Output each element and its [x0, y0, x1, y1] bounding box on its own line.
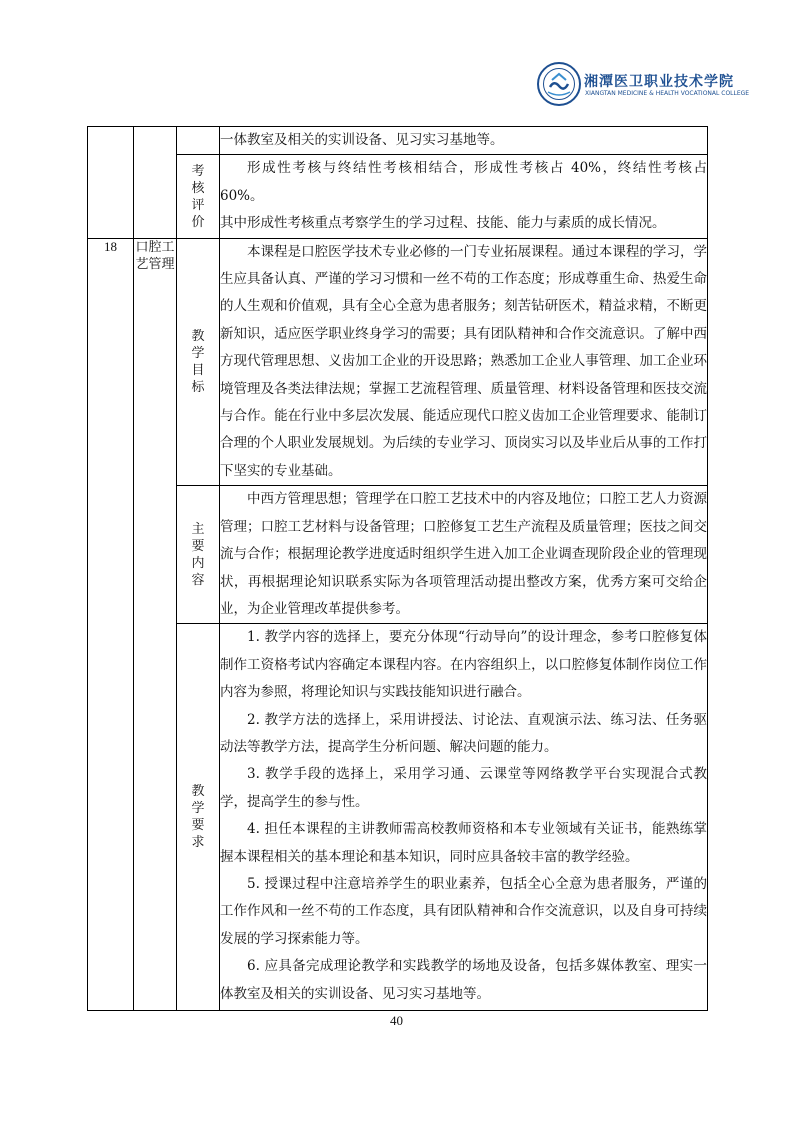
name-cell-prev — [134, 127, 177, 239]
content-cell — [220, 127, 708, 155]
college-emblem-icon — [537, 62, 581, 106]
course-name: 口腔工艺管理 — [134, 238, 177, 1011]
section-label-goals: 教 学 目 标 — [177, 238, 220, 486]
assessment-text-cell — [220, 155, 708, 238]
assessment-p2: 其中形成性考核重点考察学生的学习过程、技能、能力与素质的成长情况。 — [220, 215, 666, 232]
assessment-p1: 形成性考核与终结性考核相结合，形成性考核占 40%，终结性考核占 60%。 — [220, 160, 707, 204]
content-text-cell — [220, 486, 708, 624]
table-row — [88, 155, 708, 238]
requirement-item: 5. 授课过程中注意培养学生的职业素养，包括全心全意为患者服务，严谨的工作作风和一丝不苟的工作态度，具有团队精神和合作交流意识，以及自身可持续发展的学习探索能力等。 — [220, 875, 707, 947]
requirement-item: 4. 担任本课程的主讲教师需高校教师资格和本专业领域有关证书，能熟练掌握本课程相关的基本理论和基本知识，同时应具备较丰富的教学经验。 — [220, 821, 707, 865]
table-row — [88, 238, 708, 486]
requirement-item: 2. 教学方法的选择上，采用讲授法、讨论法、直观演示法、练习法、任务驱动法等教学方法，提高学生分析问题、解决问题的能力。 — [220, 711, 707, 755]
cont-text: 一体教室及相关的实训设备、见习实习基地等。 — [220, 132, 504, 148]
logo-chinese-name: 湘潭医卫职业技术学院 — [584, 74, 734, 90]
section-label-assessment: 考 核 评 价 — [177, 155, 220, 238]
logo-english-name: XIANGTAN MEDICINE & HEALTH VOCATIONAL COLLEGE — [585, 90, 750, 97]
requirement-item: 1. 教学内容的选择上，要充分体现“行动导向”的设计理念，参考口腔修复体制作工资格考试内容确定本课程内容。在内容组织上，以口腔修复体制作岗位工作内容为参照，将理论知识与实践技能知识进行融合。 — [220, 629, 707, 701]
table-row — [88, 486, 708, 624]
section-cell-prev — [177, 127, 220, 155]
page-number: 40 — [390, 1013, 403, 1028]
content-text: 中西方管理思想；管理学在口腔工艺技术中的内容及地位；口腔工艺人力资源管理；口腔工艺材料与设备管理；口腔修复工艺生产流程及质量管理；医技之间交流与合作；根据理论教学进度适时组织学生进入加工企业调查现阶段企业的管理现状，再根据理论知识联系实际为各项管理活动提出整改方案，优秀方案可交给企业，为企业管理改革提供参考。 — [220, 491, 707, 617]
requirement-item: 3. 教学手段的选择上，采用学习通、云课堂等网络教学平台实现混合式教学，提高学生的参与性。 — [220, 766, 707, 810]
curriculum-table — [87, 126, 708, 1011]
table-row — [88, 624, 708, 1011]
table-row — [88, 127, 708, 155]
goals-text-cell — [220, 238, 708, 486]
college-logo — [537, 62, 750, 110]
course-number: 18 — [88, 238, 134, 1011]
requirements-text-cell — [220, 624, 708, 1011]
num-cell-prev — [88, 127, 134, 239]
goals-text: 本课程是口腔医学技术专业必修的一门专业拓展课程。通过本课程的学习，学生应具备认真、严谨的学习习惯和一丝不苟的工作态度；形成尊重生命、热爱生命的人生观和价值观，具有全心全意为患者服务；刻苦钻研医术，精益求精，不断更新知识，适应医学职业终身学习的需要；具有团队精神和合作交流意识。了解中西方现代管理思想、义齿加工企业的开设思路；熟悉加工企业人事管理、加工企业环境管理及各类法律法规；掌握工艺流程管理、质量管理、材料设备管理和医技交流与合作。能在行业中多层次发展、能适应现代口腔义齿加工企业管理要求、能制订合理的个人职业发展规划。为后续的专业学习、顶岗实习以及毕业后从事的工作打下坚实的专业基础。 — [220, 243, 707, 479]
section-label-content: 主 要 内 容 — [177, 486, 220, 624]
section-label-requirements: 教 学 要 求 — [177, 624, 220, 1011]
requirement-item: 6. 应具备完成理论教学和实践教学的场地及设备，包括多媒体教室、理实一体教室及相关的实训设备、见习实习基地等。 — [220, 958, 707, 1002]
